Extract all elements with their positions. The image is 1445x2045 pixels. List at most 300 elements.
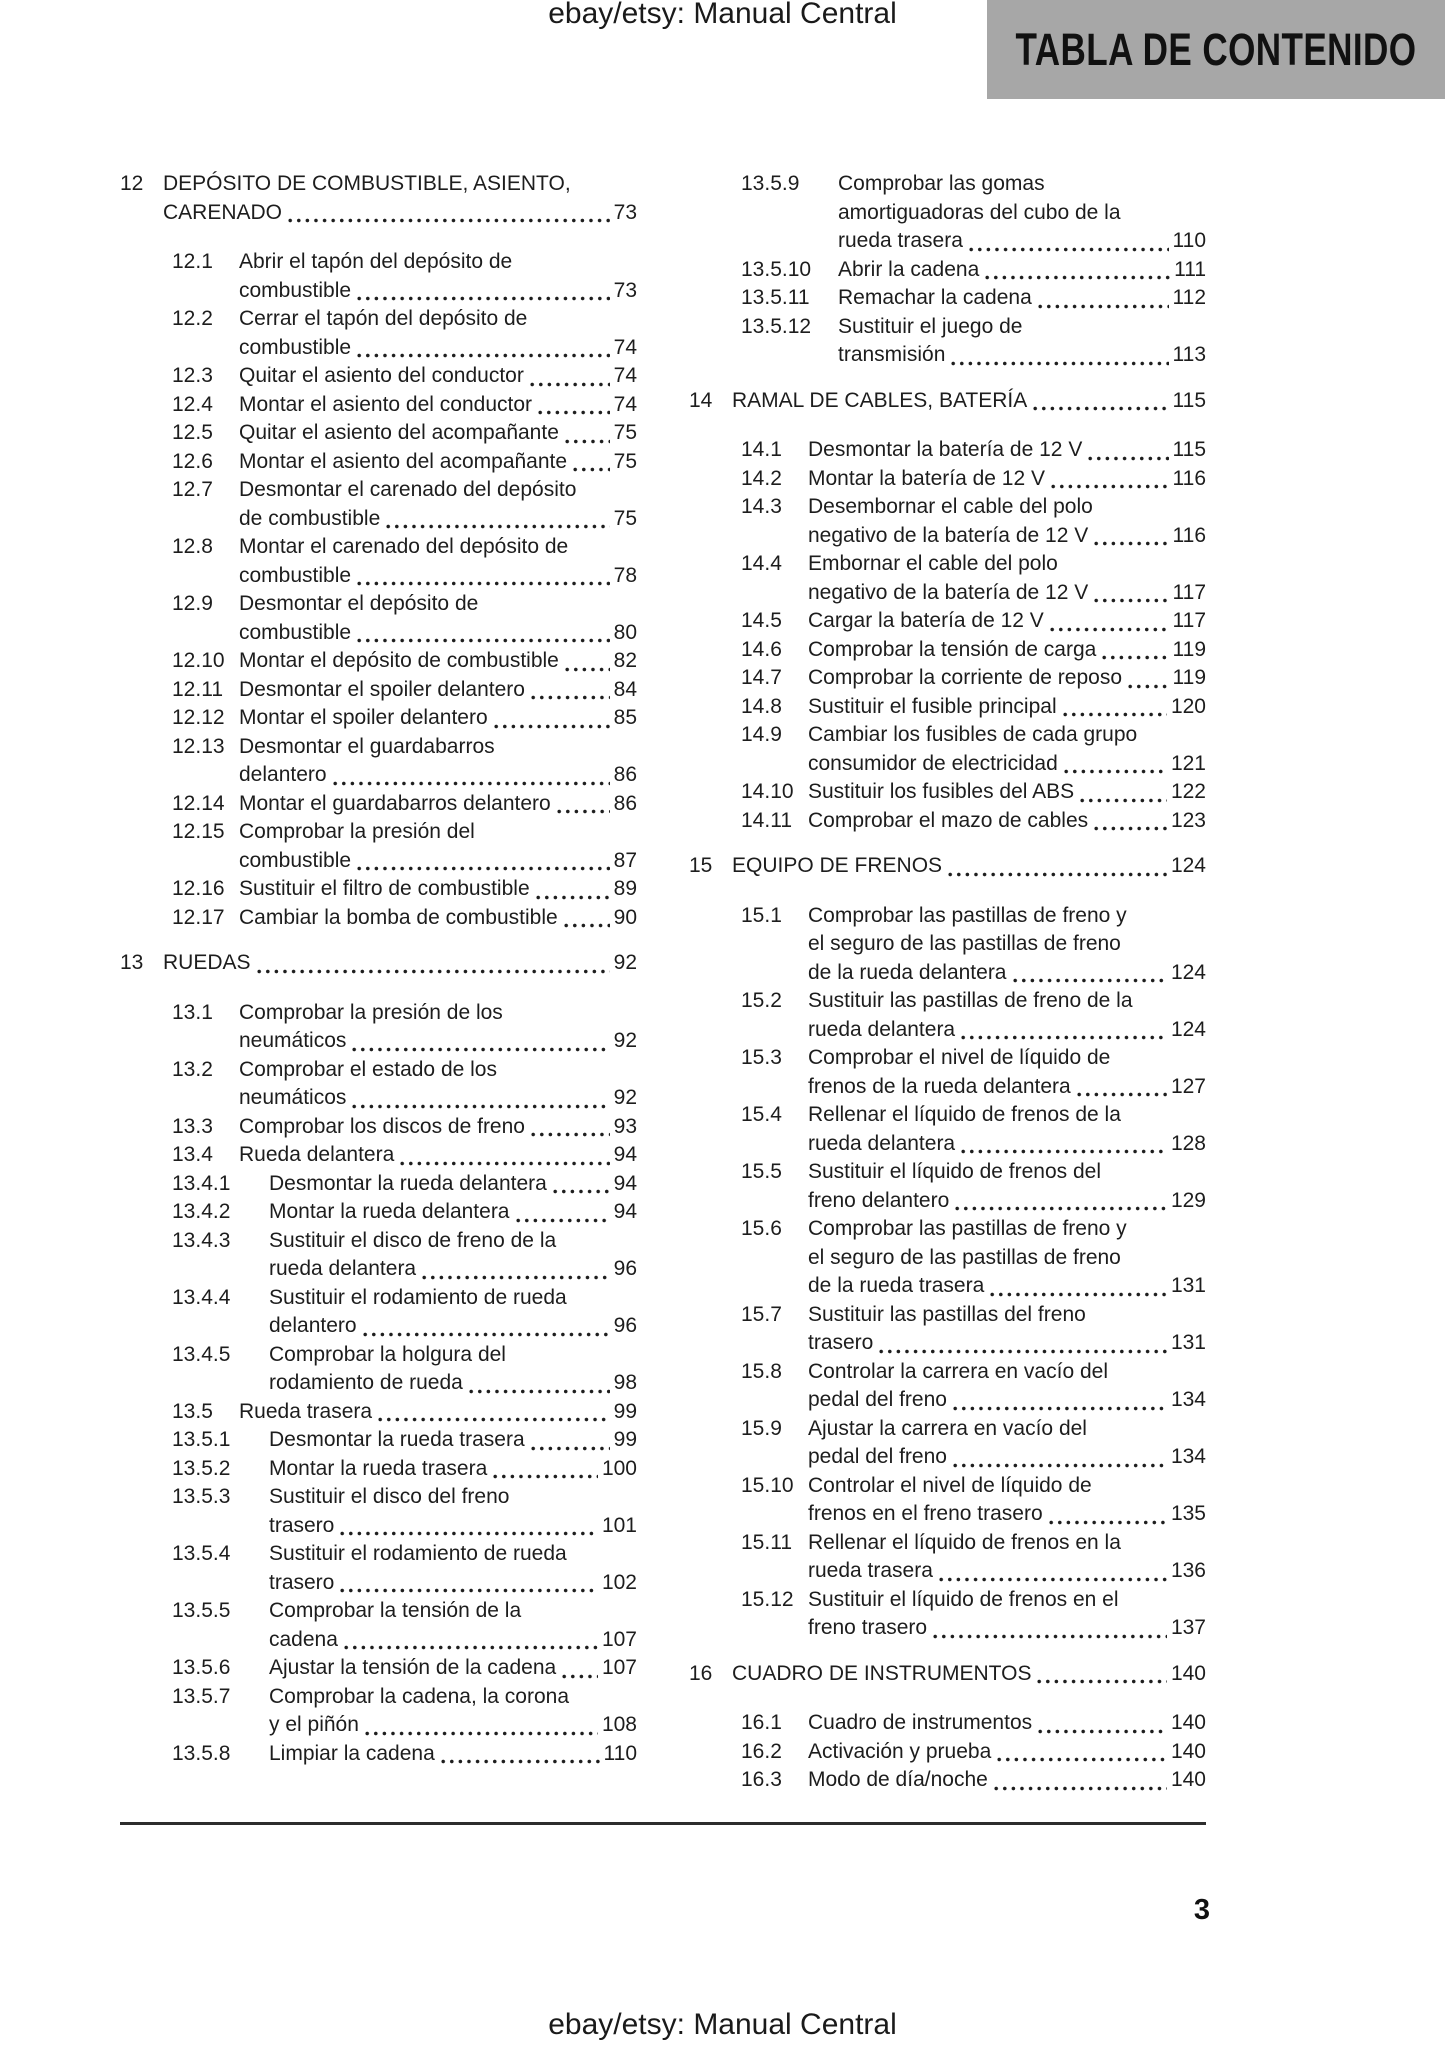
entry-line <box>269 1740 637 1769</box>
entry-text: el seguro de las pastillas de freno <box>808 932 1121 955</box>
dot-leader <box>538 410 610 415</box>
dot-leader <box>340 1588 598 1593</box>
entry-line <box>808 465 1206 494</box>
entry-body <box>239 875 637 904</box>
entry-text: negativo de la batería de 12 V <box>808 580 1089 604</box>
entry-text: Comprobar el nivel de líquido de <box>808 1046 1111 1069</box>
entry-number: 15.8 <box>741 1359 782 1383</box>
entry-line <box>808 693 1206 722</box>
entry-line <box>239 761 637 790</box>
entry-line <box>239 790 637 819</box>
entry-page-number: 107 <box>601 1627 637 1651</box>
entry-line <box>808 1244 1206 1273</box>
entry-body <box>269 1540 637 1597</box>
entry-text: Cerrar el tapón del depósito de <box>239 307 528 330</box>
dot-leader <box>441 1759 600 1764</box>
entry-body <box>808 664 1206 693</box>
entry-body <box>239 733 637 790</box>
entry-number: 12.4 <box>172 392 213 416</box>
entry-line <box>239 391 637 420</box>
entry-number: 15.9 <box>741 1416 782 1440</box>
dot-leader <box>357 296 610 301</box>
entry-body <box>239 476 637 533</box>
toc-entry <box>120 1597 637 1654</box>
entry-line <box>808 1709 1206 1738</box>
entry-line <box>808 987 1206 1016</box>
entry-text: combustible <box>239 278 352 302</box>
entry-text: frenos de la rueda delantera <box>808 1074 1071 1098</box>
entry-page-number: 75 <box>613 506 637 530</box>
entry-body <box>239 448 637 477</box>
table-of-contents-title-box <box>987 0 1445 99</box>
entry-page-number: 119 <box>1172 666 1206 689</box>
entry-line <box>808 1301 1206 1330</box>
entry-line <box>239 676 637 705</box>
entry-number: 15.12 <box>741 1587 794 1611</box>
entry-line <box>808 959 1206 988</box>
footer-brand-text: ebay/etsy: Manual Central <box>548 2008 897 2041</box>
entry-body <box>838 256 1206 285</box>
dot-leader <box>985 275 1170 280</box>
toc-entry <box>120 362 637 391</box>
entry-body <box>239 790 637 819</box>
entry-text: trasero <box>269 1570 335 1594</box>
entry-number: 13.4.1 <box>172 1171 231 1195</box>
toc-entry <box>689 607 1206 636</box>
toc-entry <box>689 636 1206 665</box>
entry-line <box>239 999 637 1028</box>
entry-line <box>838 313 1206 342</box>
entry-page-number: 73 <box>613 200 637 224</box>
entry-page-number: 128 <box>1170 1131 1206 1155</box>
dot-leader <box>969 247 1169 252</box>
dot-leader <box>1094 598 1168 603</box>
entry-line <box>269 1198 637 1227</box>
entry-text: Rellenar el líquido de frenos de la <box>808 1103 1121 1126</box>
entry-number: 12.11 <box>172 677 223 701</box>
entry-body <box>239 1113 637 1142</box>
dot-leader <box>573 467 610 472</box>
entry-line <box>808 607 1206 636</box>
entry-page-number: 117 <box>1172 580 1206 604</box>
entry-number: 12.3 <box>172 364 213 387</box>
entry-text: Montar la rueda trasera <box>269 1456 488 1480</box>
entry-body <box>269 1683 637 1740</box>
entry-number: 13.5.4 <box>172 1542 231 1565</box>
entry-text: combustible <box>239 335 352 359</box>
dot-leader <box>1050 627 1169 632</box>
entry-line <box>269 1369 637 1398</box>
entry-body <box>808 436 1206 465</box>
dot-leader <box>357 581 610 586</box>
entry-page-number: 96 <box>613 1314 637 1337</box>
entry-text: rueda delantera <box>808 1131 956 1155</box>
entry-body <box>838 284 1206 313</box>
entry-text: delantero <box>269 1314 357 1337</box>
entry-text: de combustible <box>239 506 381 530</box>
dot-leader <box>1038 1729 1167 1734</box>
entry-line <box>239 619 637 648</box>
entry-line <box>239 875 637 904</box>
entry-text: combustible <box>239 848 352 872</box>
toc-entry <box>689 170 1206 256</box>
entry-body <box>239 676 637 705</box>
entry-page-number: 112 <box>1172 286 1206 309</box>
entry-body <box>163 949 637 978</box>
entry-text: Comprobar las pastillas de freno y <box>808 903 1127 927</box>
entry-page-number: 75 <box>613 449 637 473</box>
entry-line <box>269 1626 637 1655</box>
entry-text: el seguro de las pastillas de freno <box>808 1245 1121 1269</box>
dot-leader <box>1064 769 1167 774</box>
toc-entry <box>120 818 637 875</box>
dot-leader <box>557 809 610 814</box>
entry-number: 13.5 <box>172 1399 213 1423</box>
entry-text: amortiguadoras del cubo de la <box>838 200 1121 224</box>
entry-body <box>239 1398 637 1427</box>
entry-text: Rellenar el líquido de frenos en la <box>808 1530 1121 1554</box>
entry-number: 12.13 <box>172 734 225 758</box>
entry-page-number: 121 <box>1170 751 1206 775</box>
entry-line <box>838 227 1206 256</box>
entry-text: Sustituir el disco de freno de la <box>269 1228 557 1252</box>
entry-text: rueda trasera <box>808 1559 933 1582</box>
entry-text: de la rueda trasera <box>808 1274 985 1297</box>
dot-leader <box>357 638 610 643</box>
entry-body <box>239 391 637 420</box>
toc-entry <box>689 550 1206 607</box>
entry-text: trasero <box>269 1513 335 1537</box>
dot-leader <box>933 1634 1167 1639</box>
dot-leader <box>1128 684 1169 689</box>
dot-leader <box>531 1446 610 1451</box>
entry-number: 13.5.12 <box>741 314 812 338</box>
entry-text: EQUIPO DE FRENOS <box>732 854 943 877</box>
entry-page-number: 85 <box>613 706 637 729</box>
dot-leader <box>1033 406 1168 411</box>
entry-number: 13.5.11 <box>741 286 810 309</box>
entry-line <box>808 750 1206 779</box>
footer-divider <box>120 1822 1206 1825</box>
entry-text: RUEDAS <box>163 951 251 974</box>
entry-line <box>808 664 1206 693</box>
entry-text: Comprobar la tensión de carga <box>808 637 1097 661</box>
entry-line <box>239 647 637 676</box>
entry-body <box>239 904 637 933</box>
entry-line <box>239 277 637 306</box>
toc-chapter-entry <box>120 949 637 978</box>
dot-leader <box>1102 655 1168 660</box>
toc-entry <box>120 1227 637 1284</box>
entry-page-number: 131 <box>1170 1331 1206 1354</box>
toc-chapter-entry <box>689 1660 1206 1689</box>
dot-leader <box>352 1047 609 1052</box>
entry-page-number: 87 <box>613 848 637 872</box>
entry-text: Ajustar la carrera en vacío del <box>808 1416 1087 1440</box>
entry-number: 13.2 <box>172 1057 213 1081</box>
entry-page-number: 74 <box>613 335 637 359</box>
entry-line <box>808 636 1206 665</box>
entry-page-number: 124 <box>1170 1017 1206 1041</box>
entry-page-number: 129 <box>1170 1188 1206 1212</box>
entry-line <box>239 590 637 619</box>
entry-body <box>269 1170 637 1199</box>
entry-line <box>239 1084 637 1113</box>
entry-body <box>808 1472 1206 1529</box>
entry-body <box>239 999 637 1056</box>
entry-number: 15.1 <box>741 903 782 927</box>
entry-text: Montar el asiento del acompañante <box>239 449 568 473</box>
entry-body <box>239 818 637 875</box>
toc-entry <box>689 1738 1206 1767</box>
entry-number: 14.7 <box>741 666 782 689</box>
entry-line <box>808 522 1206 551</box>
entry-line <box>269 1341 637 1370</box>
entry-line <box>239 733 637 762</box>
toc-entry <box>120 533 637 590</box>
entry-page-number: 122 <box>1170 780 1206 803</box>
entry-line <box>808 1529 1206 1558</box>
toc-entry <box>120 999 637 1056</box>
entry-number: 13.4 <box>172 1143 213 1166</box>
entry-number: 12.17 <box>172 905 225 929</box>
entry-page-number: 92 <box>613 1086 637 1109</box>
entry-number: 15.2 <box>741 989 782 1012</box>
entry-line <box>808 1272 1206 1301</box>
entry-body <box>808 1301 1206 1358</box>
entry-number: 14.9 <box>741 723 782 746</box>
entry-text: Montar el carenado del depósito de <box>239 535 569 558</box>
entry-body <box>239 419 637 448</box>
dot-leader <box>516 1218 610 1223</box>
toc-entry <box>689 465 1206 494</box>
entry-line <box>808 1586 1206 1615</box>
entry-number: 12.10 <box>172 649 225 672</box>
entry-body <box>239 704 637 733</box>
entry-number: 12.1 <box>172 250 213 273</box>
entry-page-number: 111 <box>1174 257 1206 281</box>
dot-leader <box>340 1531 598 1536</box>
entry-page-number: 94 <box>613 1200 637 1223</box>
entry-text: rueda trasera <box>838 229 963 252</box>
dot-leader <box>953 1463 1167 1468</box>
entry-line <box>269 1483 637 1512</box>
entry-text: Rueda trasera <box>239 1399 373 1423</box>
entry-line <box>269 1597 637 1626</box>
entry-text: Desmontar el guardabarros <box>239 734 495 758</box>
dot-leader <box>288 218 610 223</box>
toc-entry <box>120 647 637 676</box>
entry-body <box>838 170 1206 256</box>
entry-text: Abrir la cadena <box>838 257 980 281</box>
entry-line <box>808 1187 1206 1216</box>
entry-text: Desmontar el depósito de <box>239 592 479 615</box>
entry-number: 13.4.5 <box>172 1342 231 1366</box>
entry-page-number: 75 <box>613 421 637 444</box>
toc-entry <box>689 902 1206 988</box>
entry-body <box>269 1198 637 1227</box>
entry-number: 13.4.3 <box>172 1228 231 1252</box>
toc-chapter-entry <box>689 387 1206 416</box>
entry-number: 12.16 <box>172 877 225 900</box>
entry-line <box>808 1130 1206 1159</box>
toc-entry <box>689 807 1206 836</box>
entry-text: Sustituir el rodamiento de rueda <box>269 1285 567 1309</box>
toc-entry <box>689 664 1206 693</box>
entry-page-number: 108 <box>601 1713 637 1736</box>
entry-line <box>269 1540 637 1569</box>
toc-entry <box>120 1455 637 1484</box>
entry-text: frenos en el freno trasero <box>808 1502 1043 1525</box>
dot-leader <box>333 781 610 786</box>
entry-page-number: 117 <box>1172 609 1206 632</box>
entry-number: 13.5.5 <box>172 1599 231 1622</box>
entry-page-number: 115 <box>1172 388 1206 412</box>
dot-leader <box>1063 712 1167 717</box>
entry-text: Montar el depósito de combustible <box>239 649 559 672</box>
entry-text: Comprobar el mazo de cables <box>808 808 1089 832</box>
entry-text: cadena <box>269 1627 338 1651</box>
dot-leader <box>565 667 610 672</box>
entry-page-number: 131 <box>1170 1274 1206 1297</box>
entry-body <box>808 607 1206 636</box>
entry-number: 13.4.4 <box>172 1285 231 1309</box>
entry-text: Montar el spoiler delantero <box>239 706 488 729</box>
entry-text: Desmontar la rueda delantera <box>269 1171 547 1195</box>
toc-entry <box>120 1141 637 1170</box>
entry-line <box>163 170 637 199</box>
entry-text: Abrir el tapón del depósito de <box>239 250 513 273</box>
entry-number: 14.8 <box>741 694 782 718</box>
entry-body <box>269 1426 637 1455</box>
dot-leader <box>365 1731 598 1736</box>
entry-text: Activación y prueba <box>808 1739 992 1763</box>
entry-text: trasero <box>808 1331 874 1354</box>
entry-text: Comprobar los discos de freno <box>239 1114 525 1138</box>
entry-line <box>838 170 1206 199</box>
entry-page-number: 96 <box>613 1257 637 1280</box>
entry-number: 15.7 <box>741 1302 782 1326</box>
dot-leader <box>1051 484 1169 489</box>
dot-leader <box>530 382 610 387</box>
entry-body <box>239 362 637 391</box>
entry-text: Montar la rueda delantera <box>269 1200 510 1223</box>
entry-body <box>269 1483 637 1540</box>
entry-line <box>732 1660 1206 1689</box>
entry-page-number: 116 <box>1172 466 1206 490</box>
dot-leader <box>961 1149 1167 1154</box>
entry-number: 16.2 <box>741 1739 782 1763</box>
entry-page-number: 120 <box>1170 694 1206 718</box>
entry-number: 14 <box>689 388 713 412</box>
toc-entry <box>689 1709 1206 1738</box>
entry-line <box>239 419 637 448</box>
toc-column-right <box>689 170 1206 1795</box>
entry-body <box>808 721 1206 778</box>
entry-body <box>808 1215 1206 1301</box>
entry-text: Modo de día/noche <box>808 1768 988 1791</box>
toc-entry <box>689 256 1206 285</box>
entry-page-number: 80 <box>613 620 637 644</box>
entry-line <box>269 1569 637 1598</box>
dot-leader <box>1080 798 1167 803</box>
toc-entry <box>120 790 637 819</box>
toc-entry <box>120 391 637 420</box>
entry-body <box>239 1141 637 1170</box>
entry-page-number: 102 <box>601 1570 637 1594</box>
entry-line <box>808 1073 1206 1102</box>
toc-entry <box>120 1740 637 1769</box>
entry-body <box>239 533 637 590</box>
entry-page-number: 86 <box>613 763 637 786</box>
entry-body <box>808 778 1206 807</box>
entry-body <box>808 1158 1206 1215</box>
entry-text: Montar la batería de 12 V <box>808 466 1045 490</box>
toc-entry <box>689 693 1206 722</box>
entry-text: Sustituir el filtro de combustible <box>239 877 530 900</box>
entry-line <box>808 579 1206 608</box>
entry-text: Controlar el nivel de líquido de <box>808 1473 1092 1497</box>
dot-leader <box>386 524 609 529</box>
entry-text: freno delantero <box>808 1188 950 1212</box>
entry-line <box>838 256 1206 285</box>
dot-leader <box>994 1786 1167 1791</box>
entry-line <box>269 1426 637 1455</box>
entry-number: 12.8 <box>172 535 213 558</box>
dot-leader <box>990 1292 1167 1297</box>
toc-entry <box>689 1358 1206 1415</box>
toc-chapter-entry <box>120 170 637 227</box>
entry-body <box>838 313 1206 370</box>
table-of-contents <box>120 170 1206 1795</box>
entry-body <box>808 902 1206 988</box>
entry-text: delantero <box>239 763 327 786</box>
entry-page-number: 90 <box>613 905 637 929</box>
entry-body <box>808 493 1206 550</box>
entry-body <box>269 1597 637 1654</box>
dot-leader <box>257 969 610 974</box>
entry-line <box>239 904 637 933</box>
entry-text: neumáticos <box>239 1029 347 1052</box>
entry-page-number: 134 <box>1170 1388 1206 1411</box>
dot-leader <box>1038 304 1169 309</box>
entry-line <box>239 847 637 876</box>
entry-text: Rueda delantera <box>239 1143 395 1166</box>
entry-number: 15.3 <box>741 1046 782 1069</box>
toc-entry <box>689 721 1206 778</box>
toc-entry <box>689 1529 1206 1586</box>
toc-entry <box>120 875 637 904</box>
entry-text: CARENADO <box>163 200 283 224</box>
entry-page-number: 110 <box>1172 229 1206 252</box>
page-title: TABLA DE CONTENIDO <box>1015 23 1417 75</box>
entry-text: neumáticos <box>239 1086 347 1109</box>
entry-page-number: 135 <box>1170 1502 1206 1525</box>
entry-body <box>239 590 637 647</box>
entry-body <box>269 1740 637 1769</box>
entry-number: 12.6 <box>172 449 213 473</box>
entry-page-number: 100 <box>601 1456 637 1480</box>
dot-leader <box>536 895 610 900</box>
dot-leader <box>879 1349 1167 1354</box>
entry-page-number: 119 <box>1172 637 1206 661</box>
toc-entry <box>120 1398 637 1427</box>
dot-leader <box>363 1332 610 1337</box>
entry-text: Limpiar la cadena <box>269 1741 435 1765</box>
entry-body <box>269 1227 637 1284</box>
entry-text: Comprobar la presión de los <box>239 1000 503 1024</box>
entry-line <box>808 1472 1206 1501</box>
